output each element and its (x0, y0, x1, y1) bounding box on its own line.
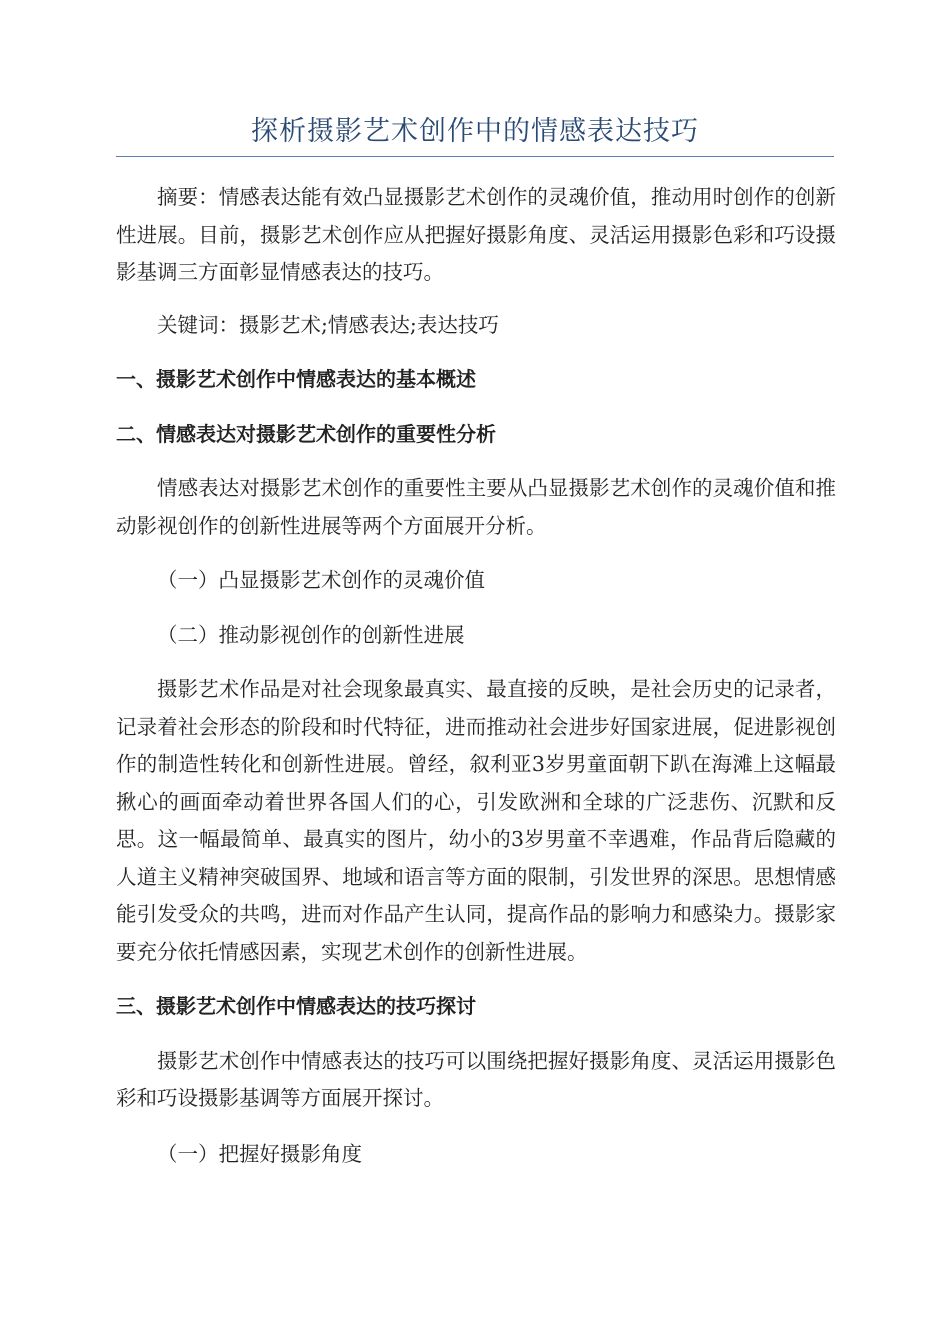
document-page (116, 0, 836, 1173)
section-2-intro: 情感表达对摄影艺术创作的重要性主要从凸显摄影艺术创作的灵魂价值和推动影视创作的创新性进展等两个方面展开分析。 (116, 476, 836, 538)
document-title: 探析摄影艺术创作中的情感表达技巧 (116, 112, 834, 157)
abstract-paragraph: 摘要：情感表达能有效凸显摄影艺术创作的灵魂价值，推动用时创作的创新性进展。目前，摄影艺术创作应从把握好摄影角度、灵活运用摄影色彩和巧设摄影基调三方面彰显情感表达的技巧。 (116, 185, 836, 284)
section-2-subheading-1: （一）凸显摄影艺术创作的灵魂价值 (157, 568, 485, 592)
section-heading-3: 三、摄影艺术创作中情感表达的技巧探讨 (116, 994, 476, 1018)
section-3-intro: 摄影艺术创作中情感表达的技巧可以围绕把握好摄影角度、灵活运用摄影色彩和巧设摄影基调等方面展开探讨。 (116, 1048, 836, 1110)
section-2-body: 摄影艺术作品是对社会现象最真实、最直接的反映，是社会历史的记录者，记录着社会形态的阶段和时代特征，进而推动社会进步好国家进展，促进影视创作的制造性转化和创新性进展。曾经，叙利亚3岁男童面朝下趴在海滩上这幅最揪心的画面牵动着世界各国人们的心，引发欧洲和全球的广泛悲伤、沉默和反思。这一幅最简单、最真实的图片，幼小的3岁男童不幸遇难，作品背后隐藏的人道主义精神突破国界、地域和语言等方面的限制，引发世界的深思。思想情感能引发受众的共鸣，进而对作品产生认同，提高作品的影响力和感染力。摄影家要充分依托情感因素，实现艺术创作的创新性进展。 (116, 677, 836, 964)
section-2-subheading-2: （二）推动影视创作的创新性进展 (157, 622, 465, 647)
section-heading-1: 一、摄影艺术创作中情感表达的基本概述 (116, 367, 476, 391)
keywords-line: 关键词：摄影艺术;情感表达;表达技巧 (157, 312, 499, 337)
section-3-subheading-1: （一）把握好摄影角度 (157, 1141, 362, 1166)
section-heading-2: 二、情感表达对摄影艺术创作的重要性分析 (116, 421, 496, 446)
